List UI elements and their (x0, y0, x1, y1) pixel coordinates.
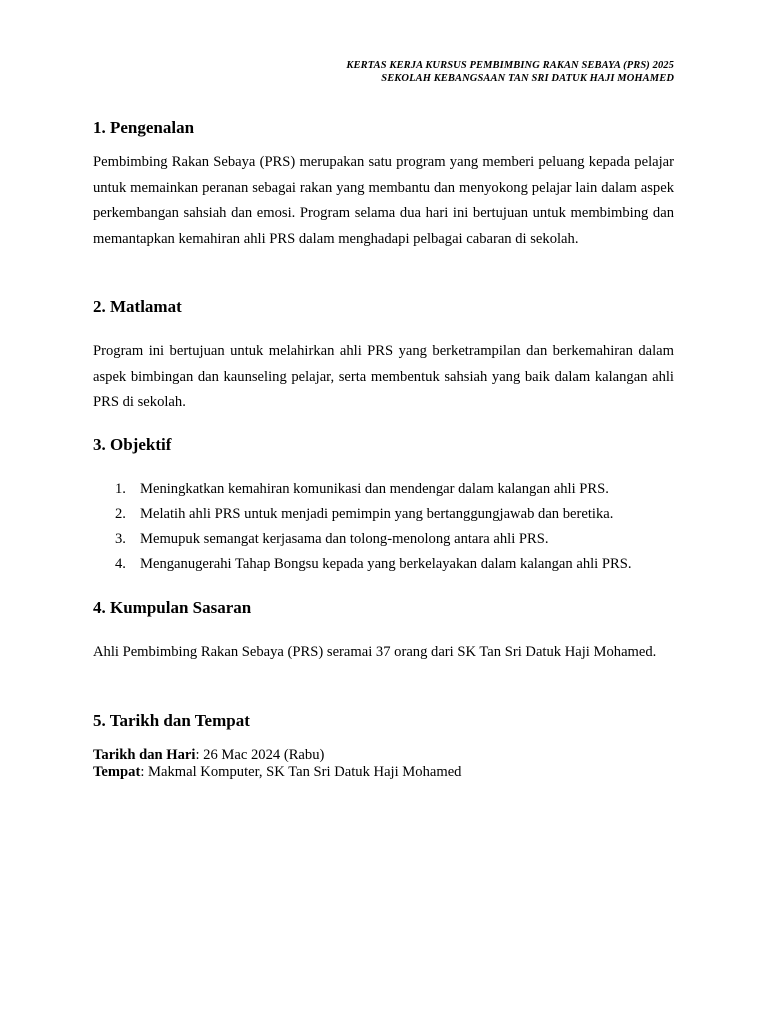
list-item-text: Menganugerahi Tahap Bongsu kepada yang berkelayakan dalam kalangan ahli PRS. (140, 556, 632, 572)
list-item (93, 477, 674, 502)
place-label: Tempat (93, 764, 141, 780)
list-item (93, 527, 674, 552)
section-tarikh (93, 711, 674, 731)
place-value: : Makmal Komputer, SK Tan Sri Datuk Haji Mohamed (140, 764, 462, 780)
section-objektif-list (93, 477, 674, 577)
date-label: Tarikh dan Hari (93, 747, 196, 763)
section-pengenalan (93, 118, 674, 138)
section-matlamat-body (93, 339, 674, 416)
section-pengenalan-body (93, 150, 674, 252)
date-line (93, 747, 674, 764)
header-line-school: SEKOLAH KEBANGSAAN TAN SRI DATUK HAJI MOHAMED (381, 73, 674, 84)
list-item (93, 552, 674, 577)
list-item-text: Memupuk semangat kerjasama dan tolong-menolong antara ahli PRS. (140, 531, 549, 547)
objectives-list (93, 477, 674, 577)
list-item-text: Meningkatkan kemahiran komunikasi dan mendengar dalam kalangan ahli PRS. (140, 481, 609, 497)
list-item-number: 1. (115, 481, 126, 497)
section-heading: 1. Pengenalan (93, 118, 195, 137)
place-line (93, 764, 674, 781)
section-tarikh-details (93, 747, 674, 781)
list-item-number: 2. (115, 506, 126, 522)
date-value: : 26 Mac 2024 (Rabu) (195, 747, 325, 763)
section-sasaran (93, 598, 674, 618)
section-matlamat (93, 297, 674, 317)
section-sasaran-body (93, 640, 674, 666)
section-heading: 4. Kumpulan Sasaran (93, 598, 252, 617)
document-header (346, 59, 674, 85)
list-item-number: 3. (115, 531, 126, 547)
list-item (93, 502, 674, 527)
section-objektif (93, 435, 674, 455)
list-item-number: 4. (115, 556, 126, 572)
paragraph-matlamat: Program ini bertujuan untuk melahirkan ahli PRS yang berketrampilan dan berkemahiran dalam aspek bimbingan dan kaunseling pelajar, serta membentuk sahsiah yang baik dalam kalangan ahli PRS di sekolah. (93, 343, 674, 410)
section-heading: 5. Tarikh dan Tempat (93, 711, 250, 730)
paragraph-pengenalan: Pembimbing Rakan Sebaya (PRS) merupakan satu program yang memberi peluang kepada pelajar untuk memainkan peranan sebagai rakan yang membantu dan menyokong pelajar lain dalam aspek perkembangan sahsiah dan emosi. Program selama dua hari ini bertujuan untuk membimbing dan memantapkan kemahiran ahli PRS dalam menghadapi pelbagai cabaran di sekolah. (93, 154, 674, 247)
section-heading: 2. Matlamat (93, 297, 182, 316)
header-line-title: KERTAS KERJA KURSUS PEMBIMBING RAKAN SEBAYA (PRS) 2025 (346, 60, 674, 71)
section-heading: 3. Objektif (93, 435, 172, 454)
list-item-text: Melatih ahli PRS untuk menjadi pemimpin yang bertanggungjawab dan beretika. (140, 506, 614, 522)
paragraph-sasaran: Ahli Pembimbing Rakan Sebaya (PRS) seramai 37 orang dari SK Tan Sri Datuk Haji Mohamed. (93, 644, 657, 660)
